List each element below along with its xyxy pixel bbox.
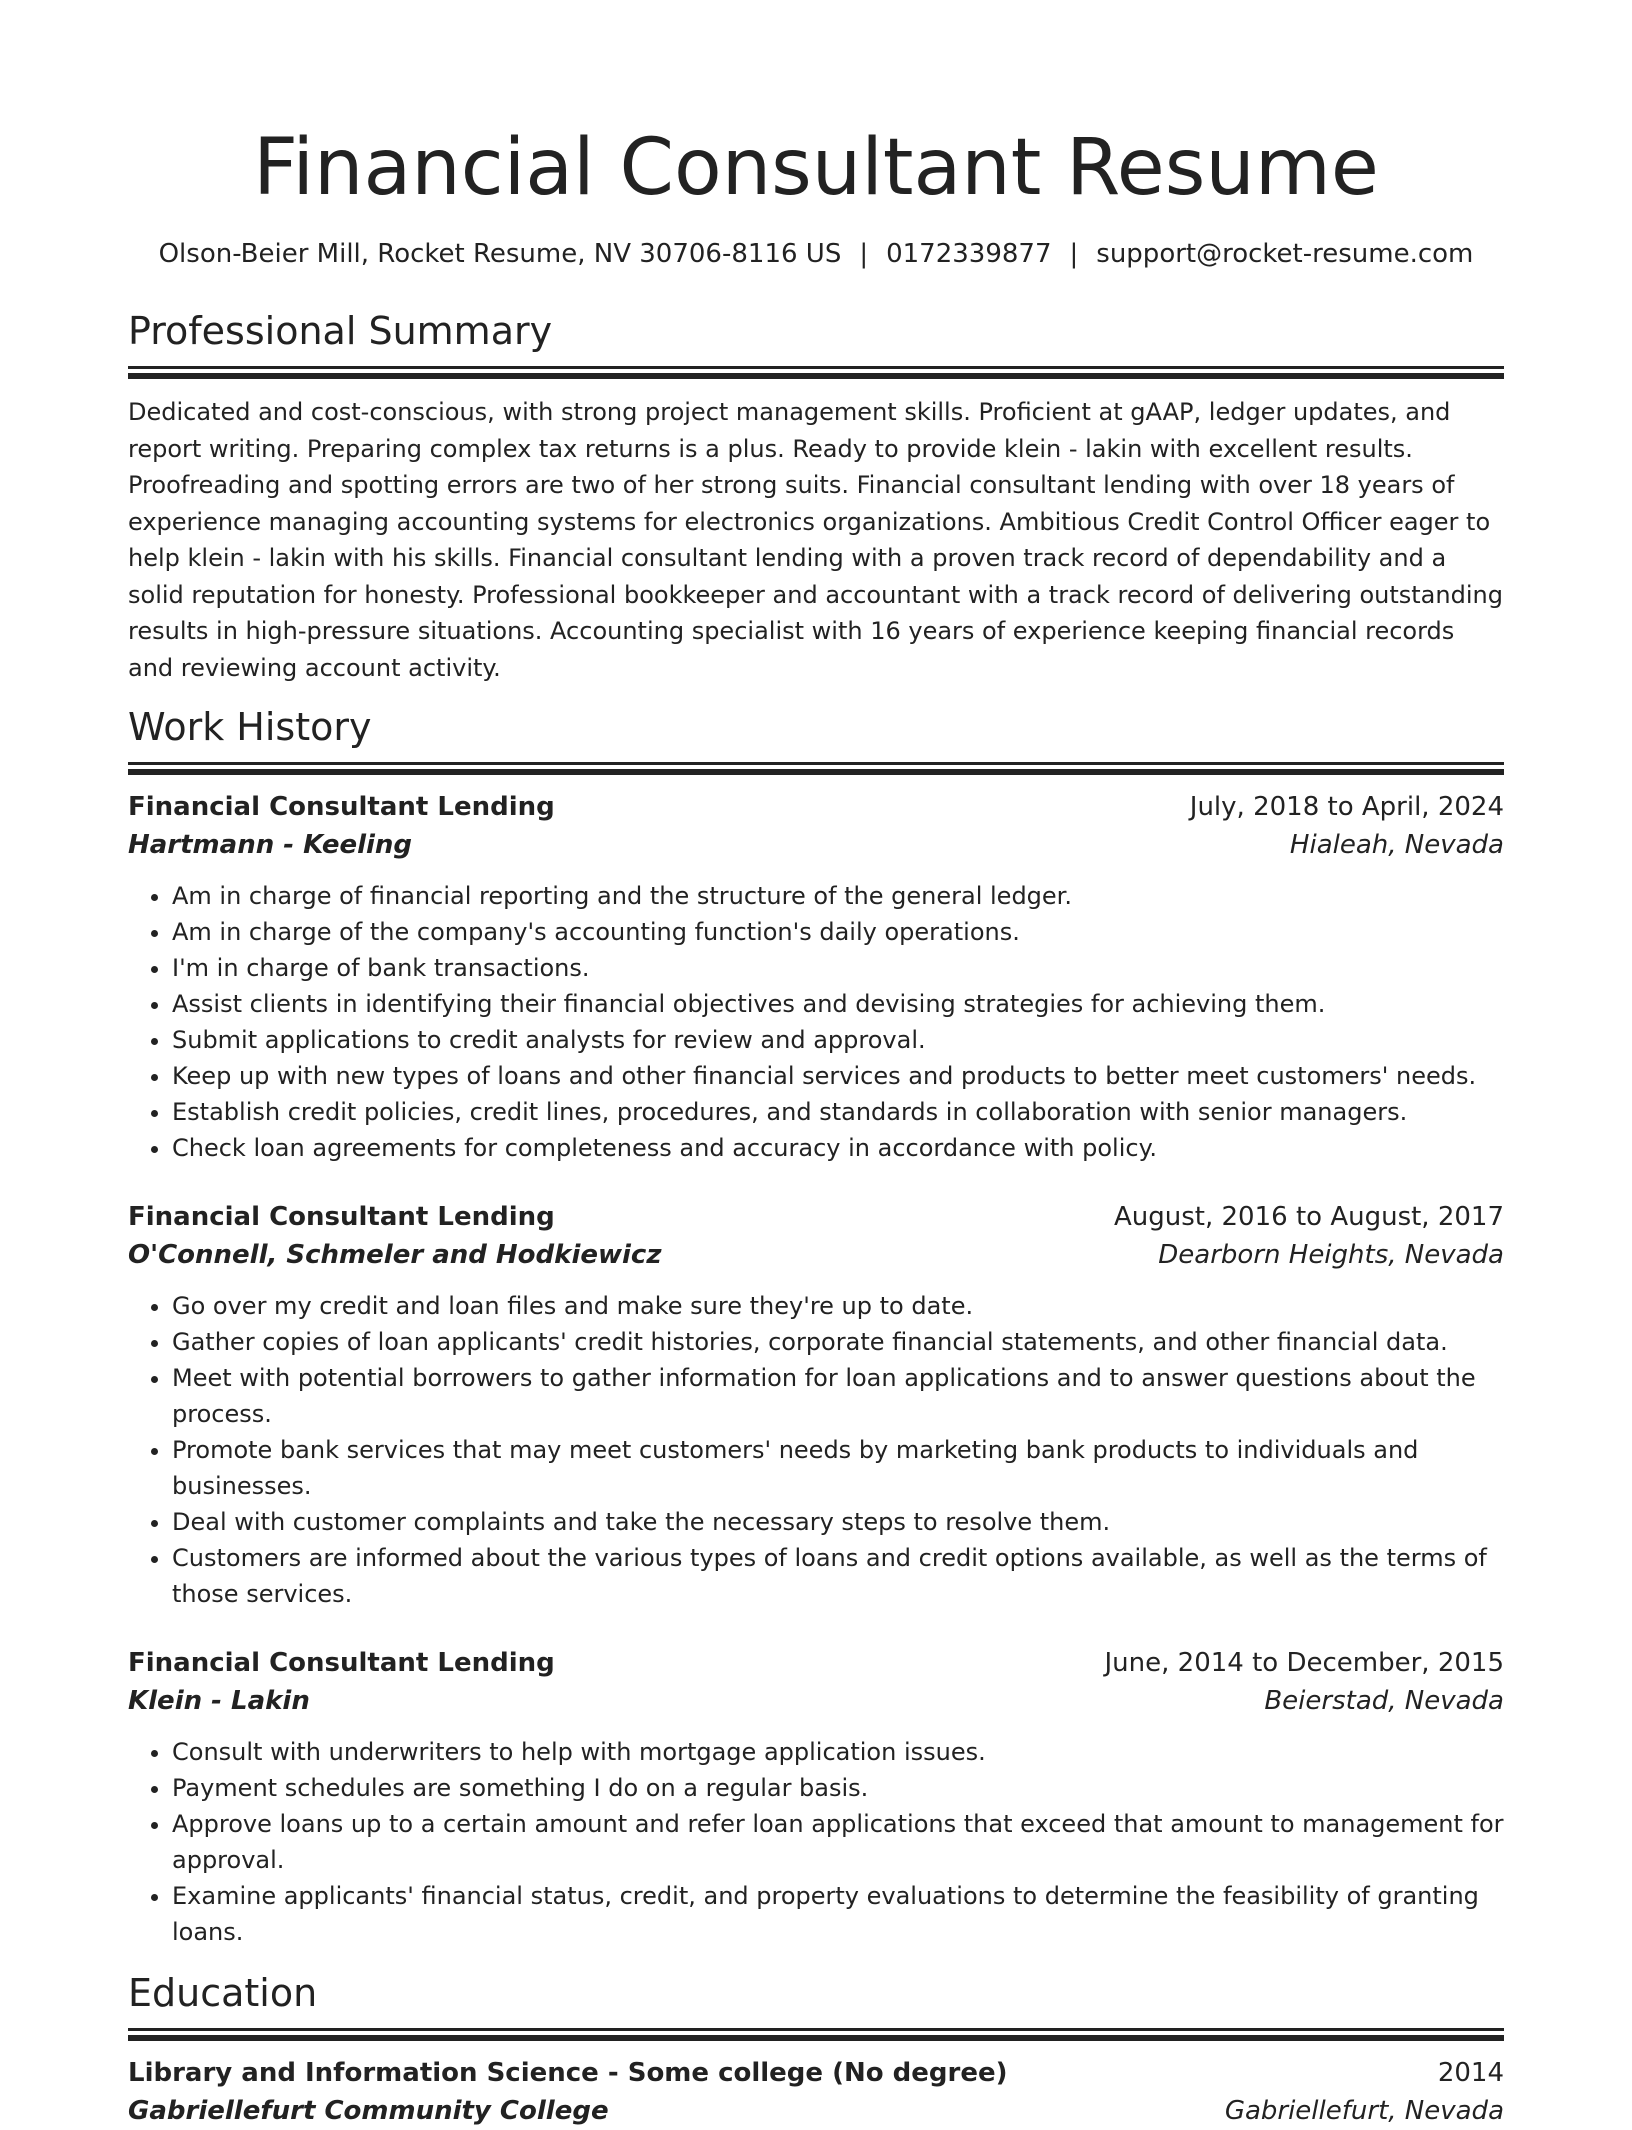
education-location: Gabriellefurt, Nevada — [1224, 2096, 1504, 2126]
section-divider — [128, 2028, 1504, 2052]
list-item: • Payment schedules are something I do on a regular basis. — [172, 1770, 1504, 1806]
contact-email: support@rocket-resume.com — [1096, 239, 1474, 269]
summary-section — [128, 306, 1504, 686]
list-item: • Deal with customer complaints and take the necessary steps to resolve them. — [172, 1504, 1504, 1540]
education-section — [128, 1968, 1504, 2130]
job-location: Hialeah, Nevada — [1289, 830, 1504, 860]
job-entry — [128, 788, 1504, 1166]
list-item: • I'm in charge of bank transactions. — [172, 950, 1504, 986]
resume-title: Financial Consultant Resume — [253, 123, 1379, 213]
list-item: • Assist clients in identifying their financial objectives and devising strategies for achieving them. — [172, 986, 1504, 1022]
job-bullets — [128, 1734, 1504, 1950]
job-company: Klein - Lakin — [128, 1686, 310, 1716]
education-school: Gabriellefurt Community College — [128, 2096, 609, 2126]
job-subheader-row — [128, 826, 1504, 864]
list-item: • Check loan agreements for completeness and accuracy in accordance with policy. — [172, 1130, 1504, 1166]
job-entry — [128, 1644, 1504, 1950]
section-title-summary: Professional Summary — [128, 309, 553, 353]
job-dates: July, 2018 to April, 2024 — [1189, 792, 1504, 822]
summary-text: Dedicated and cost-conscious, with strong project management skills. Proficient at gAAP, ledger updates, and report writing. Preparing complex tax returns is a plus. Ready to provide klein - lakin with excellent results. Proofreading and spotting errors are two of her strong suits. Financial consultant lending with over 18 years of experience managing accounting systems for electronics organizations. Ambitious Credit Control Officer eager to help klein - lakin with his skills. Financial consultant lending with a proven track record of dependability and a solid reputation for honesty. Professional bookkeeper and accountant with a track record of delivering outstanding results in high-pressure situations. Accounting specialist with 16 years of experience keeping financial records and reviewing account activity. — [128, 398, 1503, 682]
job-location: Dearborn Heights, Nevada — [1158, 1240, 1504, 1270]
education-entry — [128, 2054, 1504, 2130]
job-title: Financial Consultant Lending — [128, 792, 555, 822]
job-subheader-row — [128, 1682, 1504, 1720]
job-header-row — [128, 1644, 1504, 1682]
job-title: Financial Consultant Lending — [128, 1648, 555, 1678]
job-dates: August, 2016 to August, 2017 — [1114, 1202, 1504, 1232]
list-item: • Keep up with new types of loans and other financial services and products to better meet customers' needs. — [172, 1058, 1504, 1094]
job-location: Beierstad, Nevada — [1264, 1686, 1504, 1716]
list-item: • Go over my credit and loan files and make sure they're up to date. — [172, 1288, 1504, 1324]
list-item: • Approve loans up to a certain amount and refer loan applications that exceed that amount to management for approval. — [172, 1806, 1504, 1878]
job-header-row — [128, 788, 1504, 826]
job-company: O'Connell, Schmeler and Hodkiewicz — [128, 1240, 662, 1270]
education-degree: Library and Information Science - Some college (No degree) — [128, 2058, 1008, 2088]
section-divider — [128, 366, 1504, 390]
list-item: • Am in charge of the company's accounting function's daily operations. — [172, 914, 1504, 950]
contact-line — [128, 236, 1504, 272]
job-title: Financial Consultant Lending — [128, 1202, 555, 1232]
list-item: • Consult with underwriters to help with mortgage application issues. — [172, 1734, 1504, 1770]
list-item: • Submit applications to credit analysts for review and approval. — [172, 1022, 1504, 1058]
contact-address: Olson-Beier Mill, Rocket Resume, NV 30706-8116 US — [158, 239, 842, 269]
list-item: • Establish credit policies, credit lines, procedures, and standards in collaboration with senior managers. — [172, 1094, 1504, 1130]
education-header-row — [128, 2054, 1504, 2092]
job-bullets — [128, 878, 1504, 1166]
list-item: • Gather copies of loan applicants' credit histories, corporate financial statements, and other financial data. — [172, 1324, 1504, 1360]
work-section — [128, 702, 1504, 1950]
list-item: • Meet with potential borrowers to gather information for loan applications and to answer questions about the process. — [172, 1360, 1504, 1432]
list-item: • Examine applicants' financial status, credit, and property evaluations to determine the feasibility of granting loans. — [172, 1878, 1504, 1950]
job-bullets — [128, 1288, 1504, 1612]
job-entry — [128, 1198, 1504, 1612]
contact-separator: | — [859, 239, 869, 269]
education-year: 2014 — [1437, 2058, 1504, 2088]
section-divider — [128, 762, 1504, 786]
job-company: Hartmann - Keeling — [128, 830, 413, 860]
job-dates: June, 2014 to December, 2015 — [1104, 1648, 1504, 1678]
education-subheader-row — [128, 2092, 1504, 2130]
list-item: • Customers are informed about the various types of loans and credit options available, as well as the terms of those services. — [172, 1540, 1504, 1612]
section-title-education: Education — [128, 1971, 318, 2015]
contact-separator: | — [1069, 239, 1079, 269]
section-title-work: Work History — [128, 705, 372, 749]
contact-phone: 0172339877 — [886, 239, 1052, 269]
list-item: • Am in charge of financial reporting and the structure of the general ledger. — [172, 878, 1504, 914]
job-subheader-row — [128, 1236, 1504, 1274]
job-header-row — [128, 1198, 1504, 1236]
list-item: • Promote bank services that may meet customers' needs by marketing bank products to individuals and businesses. — [172, 1432, 1504, 1504]
